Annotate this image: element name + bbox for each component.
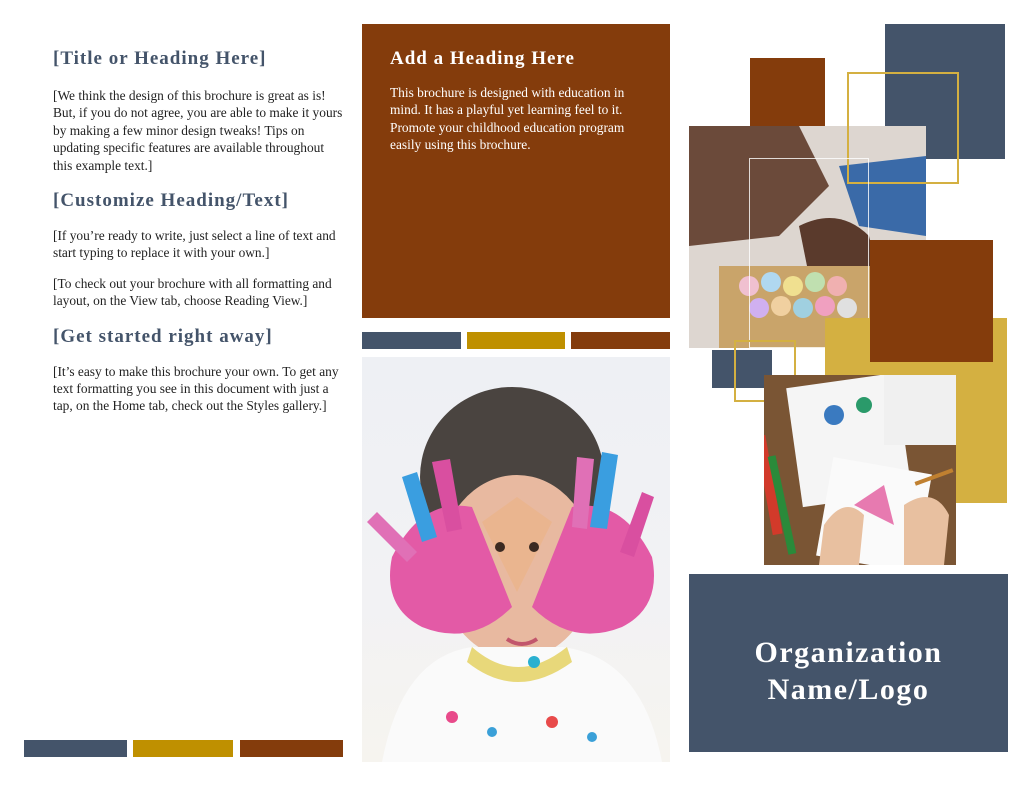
child-painted-hands-photo — [362, 357, 670, 762]
middle-text[interactable]: This brochure is designed with education in mind. It has a playful yet learning feel to it. Promote your childhood education program easily using this brochure. — [390, 85, 625, 153]
left-heading-1[interactable]: [Title or Heading Here] — [53, 48, 267, 69]
coloring-drawing-photo — [764, 375, 956, 565]
middle-stripe-brown — [571, 332, 670, 349]
left-stripe-brown — [240, 740, 343, 757]
left-paragraph-2[interactable]: [If you’re ready to write, just select a line of text and start typing to replace it with your own.] — [53, 228, 336, 261]
middle-heading[interactable]: Add a Heading Here — [390, 48, 575, 69]
brown-square-top — [750, 58, 825, 128]
middle-heading-box — [362, 24, 670, 318]
organization-logo-box — [689, 574, 1008, 752]
left-paragraph-4[interactable]: [It’s easy to make this brochure your own. To get any text formatting you see in this document with just a tap, on the Home tab, check out the Styles gallery.] — [53, 363, 339, 414]
left-panel — [53, 48, 345, 415]
left-paragraph-1[interactable]: [We think the design of this brochure is great as is! But, if you do not agree, you are able to make it yours by making a few minor design tweaks! Tips on updating specific features are available throughout this example text.] — [53, 88, 343, 173]
left-heading-2[interactable]: [Customize Heading/Text] — [53, 190, 289, 212]
left-paragraph-3[interactable]: [To check out your brochure with all formatting and layout, on the View tab, choose Reading View.] — [53, 275, 332, 309]
child-photo-illustration — [362, 357, 670, 762]
middle-stripe-gold — [467, 332, 565, 349]
organization-name-line-1[interactable]: Organization — [754, 636, 943, 669]
left-stripe-gold — [133, 740, 233, 757]
left-stripe-slate — [24, 740, 127, 757]
brown-square-middle — [870, 240, 993, 362]
middle-stripe-slate — [362, 332, 461, 349]
coloring-photo-illustration — [764, 375, 956, 565]
organization-name-line-2[interactable]: Name/Logo — [767, 673, 930, 706]
left-heading-3[interactable]: [Get started right away] — [53, 325, 273, 347]
